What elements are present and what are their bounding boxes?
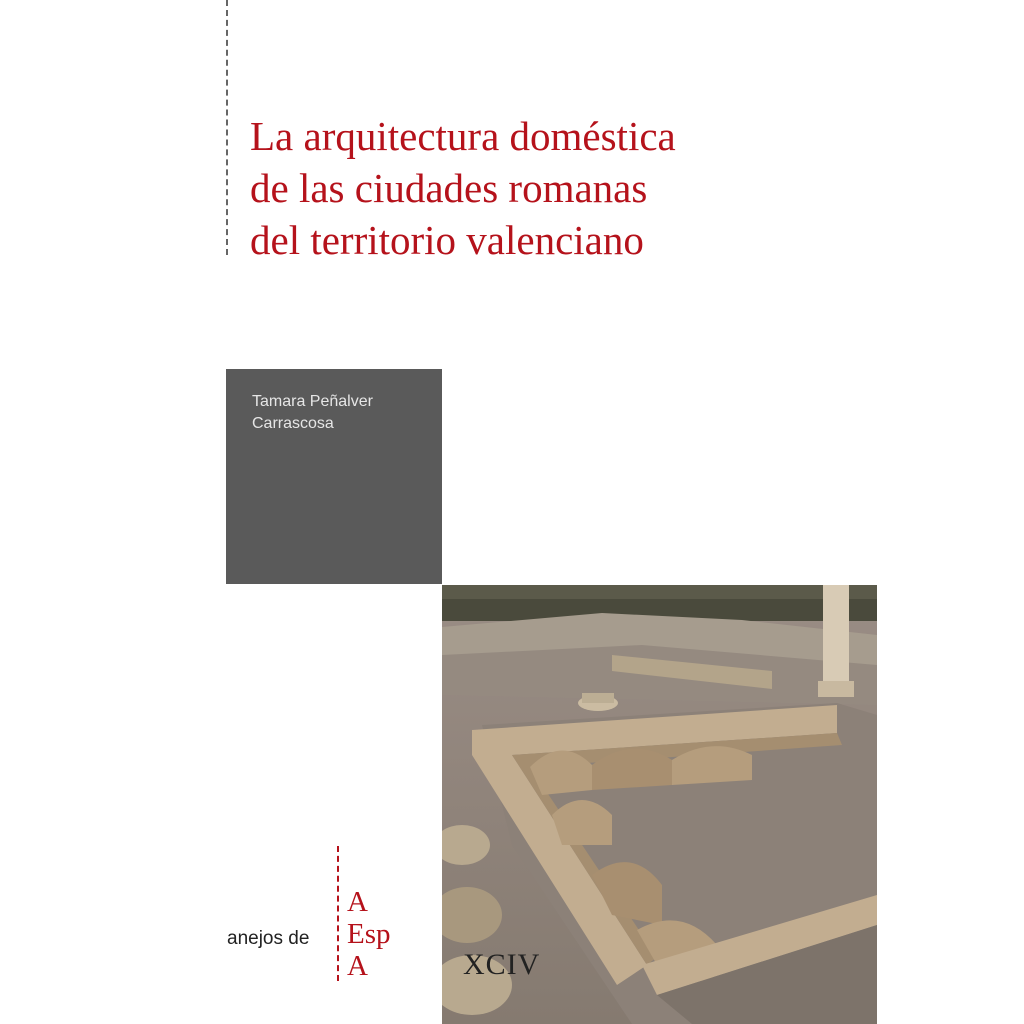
book-title <box>250 110 810 266</box>
series-logo <box>347 886 391 982</box>
series-dashed-line <box>337 846 339 981</box>
author-line-1: Tamara Peñalver <box>252 393 373 410</box>
logo-line-3: A <box>347 950 368 982</box>
top-dashed-line <box>226 0 228 255</box>
author-box <box>226 369 442 584</box>
logo-line-2: Esp <box>347 918 391 950</box>
title-line-1: La arquitectura doméstica <box>250 113 676 159</box>
title-line-2: de las ciudades romanas <box>250 165 648 211</box>
logo-line-1: A <box>347 886 368 918</box>
author-line-2: Carrascosa <box>252 415 334 432</box>
author-name <box>252 391 373 435</box>
series-prefix: anejos de <box>227 928 310 949</box>
volume-number: XCIV <box>463 948 541 981</box>
title-line-3: del territorio valenciano <box>250 217 644 263</box>
